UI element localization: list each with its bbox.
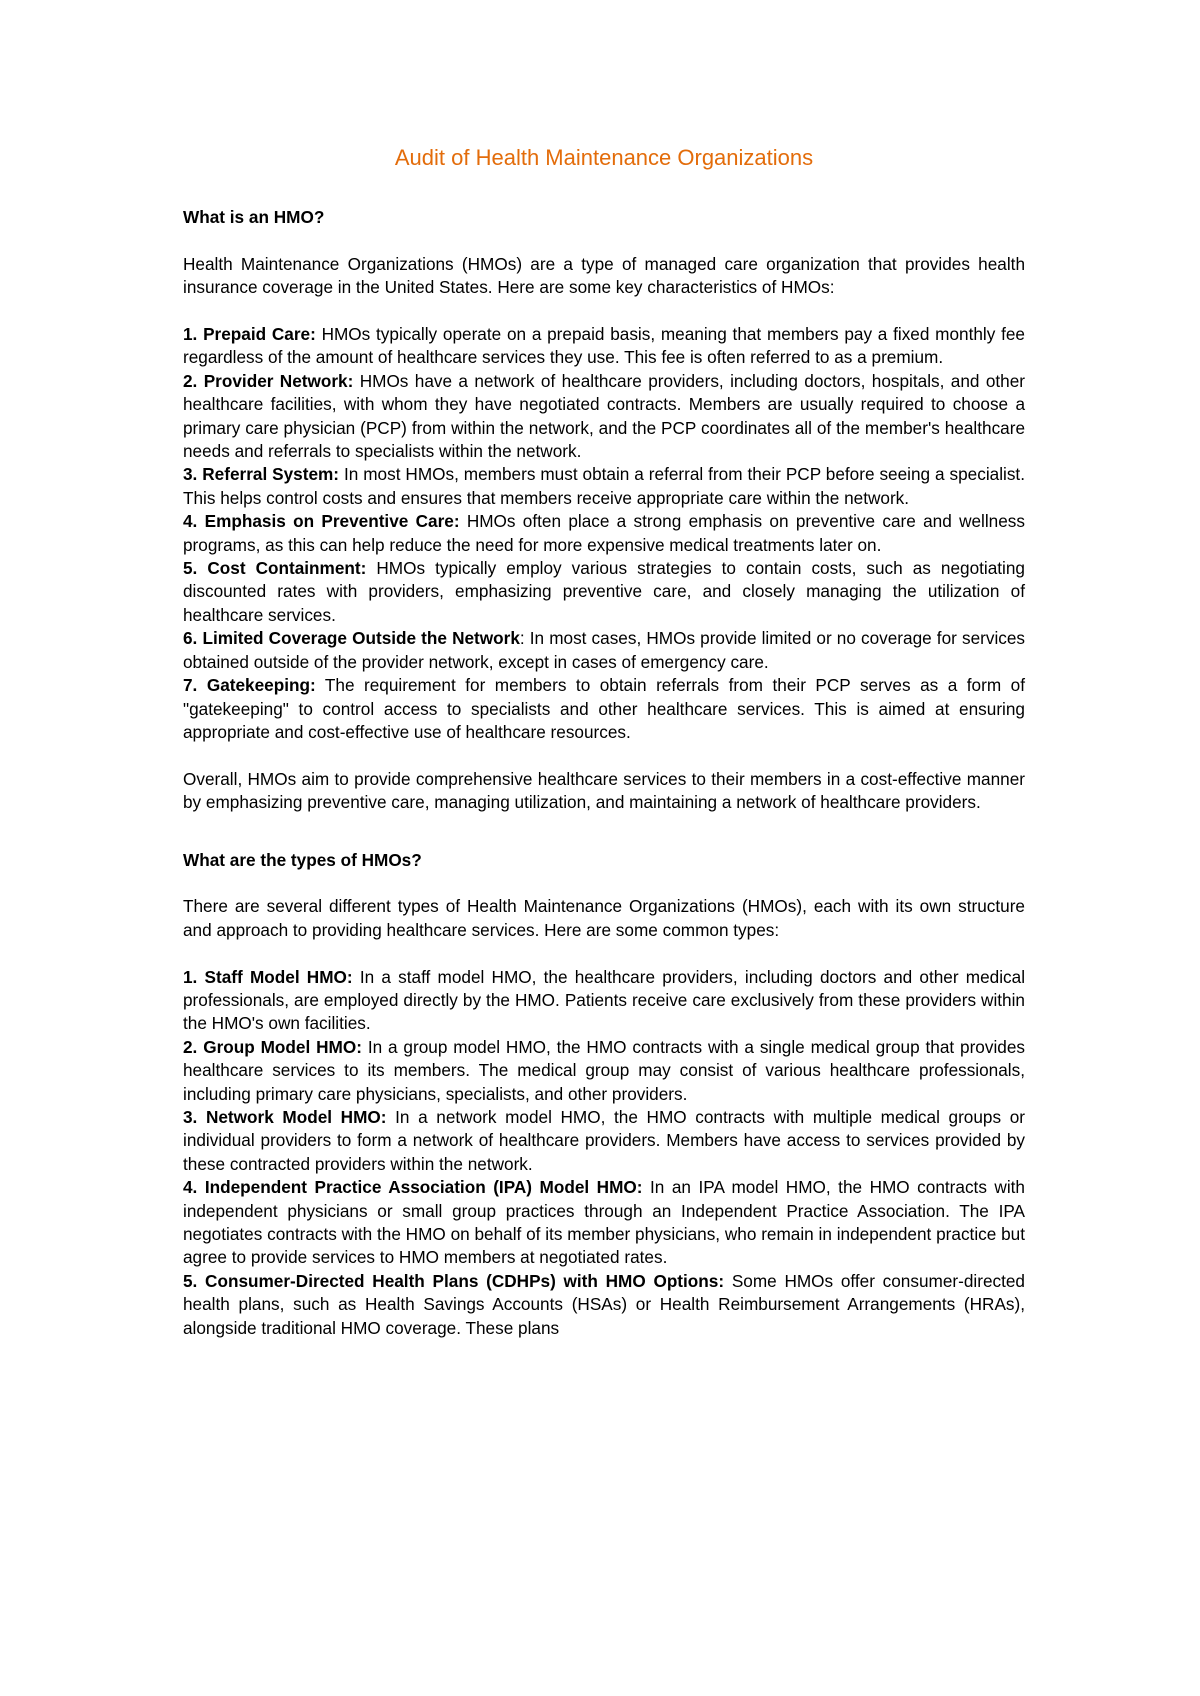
list-item-term: 3. Referral System: bbox=[183, 464, 340, 485]
list-item bbox=[183, 966, 1025, 1036]
list-item-term: 2. Provider Network: bbox=[183, 370, 354, 391]
list-item-text: In an IPA model HMO, the HMO contracts with independent physicians or small group practices through an Independent Practice Association. The IPA negotiates contracts with the HMO on behalf of its member physicians, who remain in independent practice but agree to provide services to HMO members at negotiated rates. bbox=[183, 1177, 1025, 1268]
list-item-text: : In most cases, HMOs provide limited or no coverage for services obtained outside of the provider network, except in cases of emergency care. bbox=[183, 628, 1026, 672]
list-item-text: In a staff model HMO, the healthcare providers, including doctors and other medical professionals, are employed directly by the HMO. Patients receive care exclusively from these providers within the HMO's own facilities. bbox=[183, 966, 1026, 1034]
document-title: Audit of Health Maintenance Organizations bbox=[394, 145, 814, 170]
list-item-text: In most HMOs, members must obtain a referral from their PCP before seeing a specialist. This helps control costs and ensures that members receive appropriate care within the network. bbox=[183, 464, 1025, 508]
list-item-text: In a group model HMO, the HMO contracts with a single medical group that provides healthcare services to its members. The medical group may consist of various healthcare professionals, including primary care physicians, specialists, and other providers. bbox=[183, 1036, 1025, 1104]
list-item bbox=[183, 463, 1025, 510]
list-item bbox=[183, 323, 1025, 370]
list-item-term: 2. Group Model HMO: bbox=[183, 1036, 362, 1057]
section2-intro: There are several different types of Health Maintenance Organizations (HMOs), each with its own structure and approach to providing healthcare services. Here are some common types: bbox=[183, 896, 1025, 940]
list-item-text: In a network model HMO, the HMO contracts with multiple medical groups or individual providers to form a network of healthcare providers. Members have access to services provided by these contracted providers within the network. bbox=[183, 1106, 1025, 1174]
list-item bbox=[183, 627, 1025, 674]
list-item-term: 3. Network Model HMO: bbox=[183, 1106, 387, 1127]
list-item bbox=[183, 557, 1025, 627]
list-item-text: Some HMOs offer consumer-directed health plans, such as Health Savings Accounts (HSAs) or Health Reimbursement Arrangements (HRAs), alongside traditional HMO coverage. These plans bbox=[183, 1270, 1025, 1338]
list-item bbox=[183, 510, 1025, 557]
list-item-text: HMOs often place a strong emphasis on preventive care and wellness programs, as this can help reduce the need for more expensive medical treatments later on. bbox=[183, 511, 1025, 555]
list-item-term: 4. Independent Practice Association (IPA) Model HMO: bbox=[183, 1177, 643, 1198]
list-item-text: HMOs typically operate on a prepaid basis, meaning that members pay a fixed monthly fee regardless of the amount of healthcare services they use. This fee is often referred to as a premium. bbox=[183, 324, 1025, 368]
list-item-term: 4. Emphasis on Preventive Care: bbox=[183, 511, 460, 532]
list-item-term: 1. Prepaid Care: bbox=[183, 324, 316, 344]
list-item bbox=[183, 1176, 1025, 1270]
list-item-text: HMOs typically employ various strategies to contain costs, such as negotiating discounted rates with providers, emphasizing preventive care, and closely managing the utilization of healthcare services. bbox=[183, 558, 1025, 625]
list-item-text: The requirement for members to obtain referrals from their PCP serves as a form of "gatekeeping" to control access to specialists and other healthcare services. This is aimed at ensuring appropriate and cost-effective use of healthcare resources. bbox=[183, 675, 1025, 742]
list-item-term: 7. Gatekeeping: bbox=[183, 675, 316, 696]
document-page bbox=[183, 140, 1025, 1340]
list-item bbox=[183, 370, 1025, 464]
hmo-types-list bbox=[183, 966, 1025, 1341]
hmo-characteristics-list bbox=[183, 323, 1025, 744]
list-item bbox=[183, 1036, 1025, 1106]
list-item bbox=[183, 1106, 1025, 1176]
list-item-term: 6. Limited Coverage Outside the Network bbox=[183, 628, 520, 649]
section-heading-what-is-hmo: What is an HMO? bbox=[183, 207, 325, 227]
list-item bbox=[183, 674, 1025, 744]
list-item-term: 1. Staff Model HMO: bbox=[183, 966, 353, 987]
section1-intro: Health Maintenance Organizations (HMOs) are a type of managed care organization that provides health insurance coverage in the United States. Here are some key characteristics of HMOs: bbox=[183, 253, 1025, 298]
list-item-text: HMOs have a network of healthcare providers, including doctors, hospitals, and other healthcare facilities, with whom they have negotiated contracts. Members are usually required to choose a primary care physician (PCP) from within the network, and the PCP coordinates all of the member's healthcare needs and referrals to specialists within the network. bbox=[183, 370, 1025, 462]
section-heading-types-of-hmos: What are the types of HMOs? bbox=[183, 849, 422, 870]
section1-conclusion: Overall, HMOs aim to provide comprehensive healthcare services to their members in a cost-effective manner by emphasizing preventive care, managing utilization, and maintaining a network of healthcare providers. bbox=[183, 768, 1025, 813]
list-item-term: 5. Consumer-Directed Health Plans (CDHPs) with HMO Options: bbox=[183, 1270, 725, 1291]
list-item bbox=[183, 1270, 1025, 1340]
list-item-term: 5. Cost Containment: bbox=[183, 558, 367, 579]
